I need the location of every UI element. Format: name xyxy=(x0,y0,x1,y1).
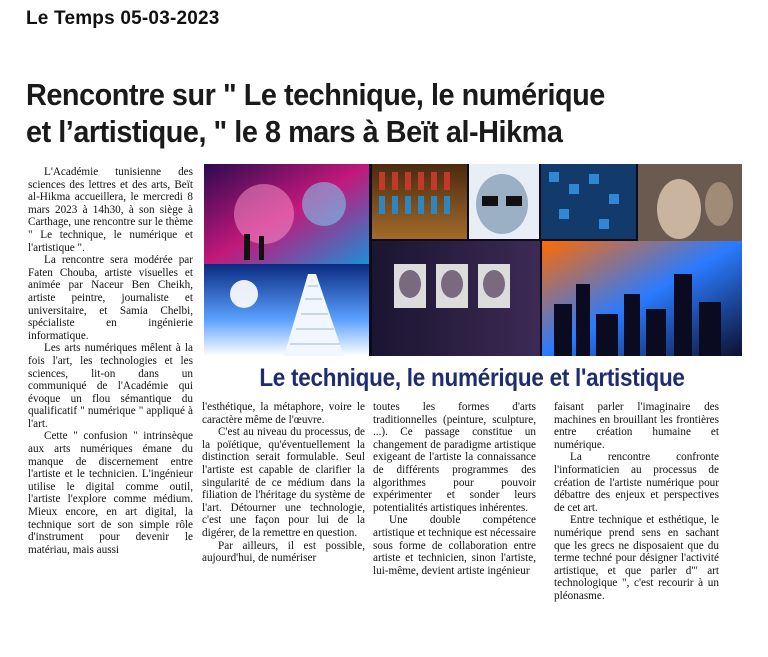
paragraph: Entre technique et esthétique, le numérique prend sens en sachant que les grecs ne disposaient que du terme techné pour désigner l'activité artistique, et que parler d'" art technologique ", c'est recourir à un pléonasme. xyxy=(554,514,719,602)
paragraph: Cette " confusion " intrinsèque aux arts numériques émane du manque de discernement entre l'artiste et le technicien. L'ingénieur utilise le digital comme outil, l'artiste l'explore comme médium. Mieux encore, en art digital, la technique sort de son simple rôle d'instrument pour devenir le matériau, mais aussi xyxy=(28,430,193,556)
article-photo-collage xyxy=(204,164,742,356)
article-headline xyxy=(26,76,696,150)
article-column-2 xyxy=(202,401,365,565)
paragraph: L'Académie tunisienne des sciences des lettres et des arts, Beït al-Hikma accueillera, le mercredi 8 mars 2023 à 14h30, à son siège à Carthage, une rencontre sur le thème " Le technique, le numérique et l'artistique ". xyxy=(28,166,193,254)
paragraph: La rencontre confronte l'informaticien au processus de création de l'artiste numérique pour débattre des enjeux et perspectives de cet art. xyxy=(554,451,719,514)
headline-line-2: et l’artistique, " le 8 mars à Beït al-Hikma xyxy=(26,114,563,149)
article-column-3 xyxy=(373,401,536,577)
article-column-4 xyxy=(554,401,719,603)
paragraph: Les arts numériques mêlent à la fois l'art, les technologies et les sciences, lit-on dans un communiqué de l'Académie qui évoque un flou sémantique du qualificatif " numérique " appliqué à l'art. xyxy=(28,342,193,430)
paragraph: C'est au niveau du processus, de la poïétique, qu'éventuellement la distinction serait formulable. Seul l'artiste est capable de clarifier la singularité de ce médium dans la filiation de l'héritage du système de l'art. Détourner une technologie, c'est une façon pour lui de la digérer, de la remettre en question. xyxy=(202,426,365,539)
headline-line-1: Rencontre sur " Le technique, le numérique xyxy=(26,77,605,112)
paragraph: faisant parler l'imaginaire des machines en brouillant les frontières entre création humaine et numérique. xyxy=(554,401,719,451)
paragraph: Une double compétence artistique et technique est nécessaire sous forme de collaboration entre artiste et technicien, sinon l'artiste, lui-même, devient artiste ingénieur xyxy=(373,514,536,577)
photo-caption-banner: Le technique, le numérique et l'artistique xyxy=(259,364,685,392)
paragraph: toutes les formes d'arts traditionnelles (peinture, sculpture, ...). Ce passage constitue un changement de paradigme artistique exigeant de l'artiste la connaissance de différents programmes des algorithmes pour pouvoir expérimenter et sonder leurs potentialités artistiques inhérentes. xyxy=(373,401,536,514)
article-column-1 xyxy=(28,166,193,556)
newspaper-masthead: Le Temps 05-03-2023 xyxy=(26,8,220,29)
paragraph: Par ailleurs, il est possible, aujourd'hui, de numériser xyxy=(202,539,365,565)
paragraph: La rencontre sera modérée par Faten Chouba, artiste visuelles et animée par Naceur Ben Cheikh, artiste peintre, journaliste et universitaire, et Samia Chelbi, spécialiste en ingénierie informatique. xyxy=(28,254,193,342)
collage-illustration xyxy=(204,164,742,356)
paragraph: l'esthétique, la métaphore, voire le caractère même de l'œuvre. xyxy=(202,401,365,426)
